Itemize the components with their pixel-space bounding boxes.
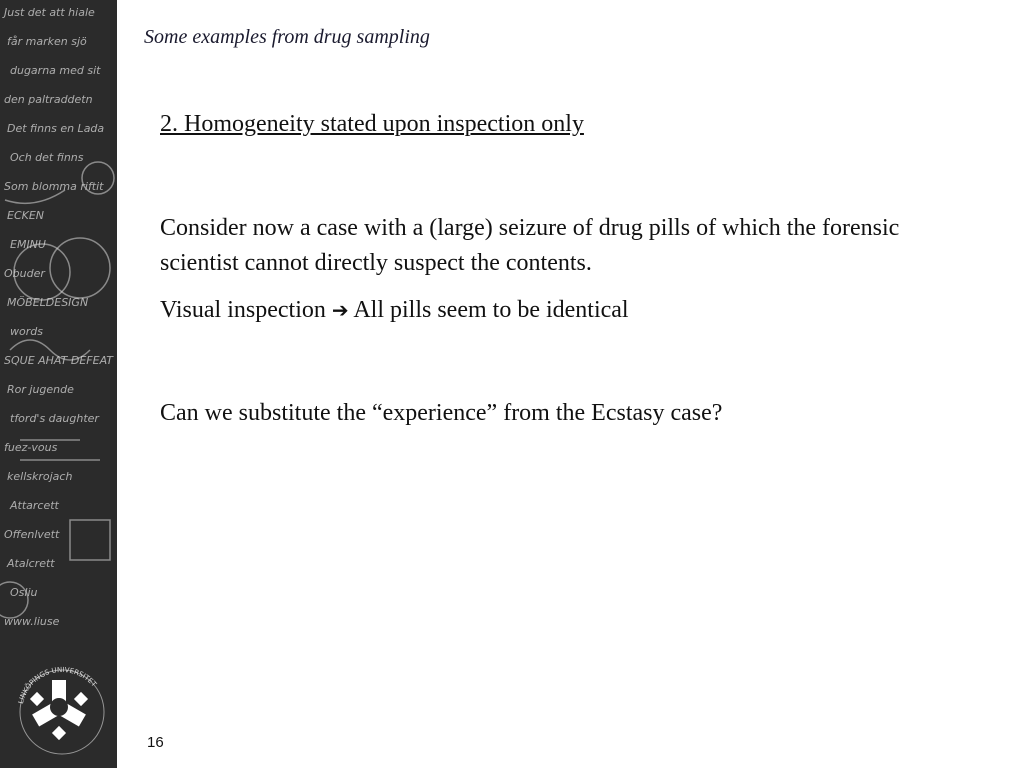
chalkboard-art <box>0 0 117 768</box>
chalk-scribble: ECKEN <box>7 209 45 222</box>
chalk-scribble: dugarna med sit <box>10 64 101 77</box>
chalk-scribble: Ror jugende <box>7 383 74 396</box>
chalk-scribble: Och det finns <box>10 151 84 164</box>
section-heading: 2. Homogeneity stated upon inspection only <box>160 111 584 137</box>
chalk-scribble: Det finns en Lada <box>7 122 105 135</box>
chalk-scribble: www.liuse <box>4 615 60 628</box>
chalk-scribble: Som blomma riftit <box>4 180 104 193</box>
chalk-scribble: SQUE AHAT DEFEAT <box>4 354 114 367</box>
slide-header: Some examples from drug sampling <box>144 26 430 48</box>
chalk-scribble: Osliu <box>10 586 38 599</box>
arrow-right-icon: ➔ <box>331 298 349 322</box>
chalk-scribble: EMINU <box>10 238 46 251</box>
page-number: 16 <box>147 734 164 751</box>
chalk-scribble: kellskrojach <box>7 470 73 483</box>
chalk-scribble: den paltraddetn <box>4 93 93 106</box>
inspection-line <box>160 297 629 324</box>
university-logo <box>17 666 104 754</box>
chalk-scribble: words <box>10 325 43 338</box>
case-paragraph: Consider now a case with a (large) seizure of drug pills of which the forensic scientist cannot directly suspect the contents. <box>160 215 900 276</box>
chalk-scribble: Attarcett <box>10 499 59 512</box>
chalk-scribble: Obuder <box>4 267 45 280</box>
logo-text: LINKÖPINGS UNIVERSITET <box>16 665 98 705</box>
chalk-scribble: Atalcrett <box>7 557 55 570</box>
chalk-scribble: tford's daughter <box>10 412 99 425</box>
inspection-label: Visual inspection <box>160 297 326 323</box>
chalk-scribble: Just det att hiale <box>4 6 95 19</box>
chalk-scribble: Offenlvett <box>4 528 60 541</box>
chalk-scribble: får marken sjö <box>7 35 87 48</box>
inspection-result: All pills seem to be identical <box>353 297 629 323</box>
chalk-scribble: MÖBELDESIGN <box>7 296 89 309</box>
chalk-scribble: fuez-vous <box>4 441 58 454</box>
question-line: Can we substitute the “experience” from the Ecstasy case? <box>160 400 723 426</box>
decorative-sidebar <box>0 0 117 768</box>
